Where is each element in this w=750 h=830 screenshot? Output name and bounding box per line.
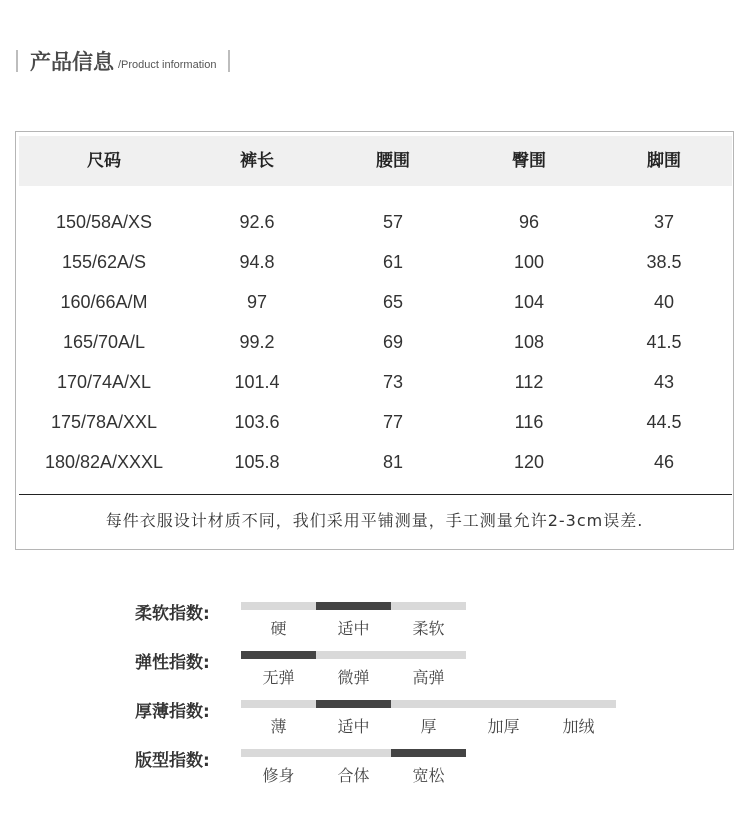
index-option: 宽松 [412,766,445,785]
scale-segment [316,651,391,659]
scale-segment [241,700,316,708]
section-title: 产品信息 [30,50,114,74]
cell-waist: 81 [382,452,404,472]
cell-size: 165/70A/L [62,332,146,352]
measurement-note: 每件衣服设计材质不同，我们采用平铺测量，手工测量允许2-3cm误差. [105,511,644,530]
cell-hip: 104 [513,292,545,312]
scale-segment [541,700,616,708]
scale-segment [466,700,541,708]
cell-length: 99.2 [239,332,275,352]
index-row-thickness [0,693,750,742]
cell-size: 150/58A/XS [55,212,153,232]
index-scale [241,749,466,757]
table-header-row [19,136,732,186]
index-options [241,665,466,688]
cell-hem: 38.5 [646,252,682,272]
cell-hip: 96 [518,212,540,232]
cell-length: 103.6 [234,412,280,432]
cell-waist: 61 [382,252,404,272]
header-right-bar [228,50,230,72]
cell-size: 170/74A/XL [56,372,152,392]
scale-segment-selected [241,651,316,659]
index-row-softness [0,595,750,644]
cell-hem: 37 [653,212,675,232]
scale-segment-selected [316,700,391,708]
index-option: 加绒 [562,717,595,736]
cell-hem: 44.5 [646,412,682,432]
table-row [16,402,733,442]
cell-hip: 116 [514,412,544,432]
table-row [16,322,733,362]
cell-hem: 40 [653,292,675,312]
column-header-length: 裤长 [240,151,274,171]
cell-size: 160/66A/M [60,292,148,312]
table-row [16,362,733,402]
cell-waist: 69 [382,332,404,352]
cell-waist: 57 [382,212,404,232]
index-option: 硬 [270,619,287,638]
column-header-hem: 脚围 [647,151,681,171]
index-option: 修身 [262,766,295,785]
column-header-waist: 腰围 [376,151,410,171]
cell-hip: 120 [513,452,545,472]
scale-segment [241,749,316,757]
index-label: 弹性指数: [135,653,210,673]
index-option: 加厚 [487,717,520,736]
scale-segment [391,700,466,708]
table-body [16,202,733,482]
index-options [241,763,466,786]
index-scale [241,651,466,659]
column-header-hip: 臀围 [512,151,546,171]
index-scale [241,700,616,708]
scale-segment-selected [316,602,391,610]
index-option: 薄 [270,717,287,736]
cell-hem: 43 [653,372,675,392]
index-option: 柔软 [412,619,445,638]
scale-segment-selected [391,749,466,757]
table-row [16,282,733,322]
index-options [241,616,466,639]
index-label: 柔软指数: [135,604,210,624]
cell-size: 175/78A/XXL [50,412,158,432]
scale-segment [391,651,466,659]
table-row [16,442,733,482]
table-divider [19,494,732,495]
table-row [16,202,733,242]
cell-hip: 112 [514,372,544,392]
index-row-elasticity [0,644,750,693]
cell-size: 155/62A/S [61,252,147,272]
cell-length: 94.8 [239,252,275,272]
index-option: 适中 [337,619,370,638]
section-subtitle: /Product information [118,59,217,71]
cell-hip: 100 [513,252,545,272]
cell-length: 101.4 [234,372,280,392]
section-header [16,48,230,74]
cell-length: 97 [246,292,268,312]
size-table [15,131,734,550]
scale-segment [391,602,466,610]
header-left-bar [16,50,18,72]
index-option: 高弹 [412,668,445,687]
cell-hip: 108 [513,332,545,352]
index-option: 适中 [337,717,370,736]
index-options [241,714,616,737]
index-row-fit [0,742,750,791]
index-label: 厚薄指数: [135,702,210,722]
cell-waist: 65 [382,292,404,312]
cell-length: 105.8 [234,452,280,472]
cell-hem: 41.5 [646,332,682,352]
cell-hem: 46 [653,452,675,472]
index-option: 合体 [337,766,370,785]
table-row [16,242,733,282]
index-scale [241,602,466,610]
cell-size: 180/82A/XXXL [44,452,164,472]
cell-length: 92.6 [239,212,275,232]
cell-waist: 77 [382,412,404,432]
scale-segment [316,749,391,757]
index-option: 微弹 [337,668,370,687]
index-label: 版型指数: [135,751,210,771]
index-option: 厚 [420,717,437,736]
cell-waist: 73 [382,372,404,392]
fabric-indices [0,595,750,791]
scale-segment [241,602,316,610]
column-header-size: 尺码 [87,151,121,171]
index-option: 无弹 [262,668,295,687]
